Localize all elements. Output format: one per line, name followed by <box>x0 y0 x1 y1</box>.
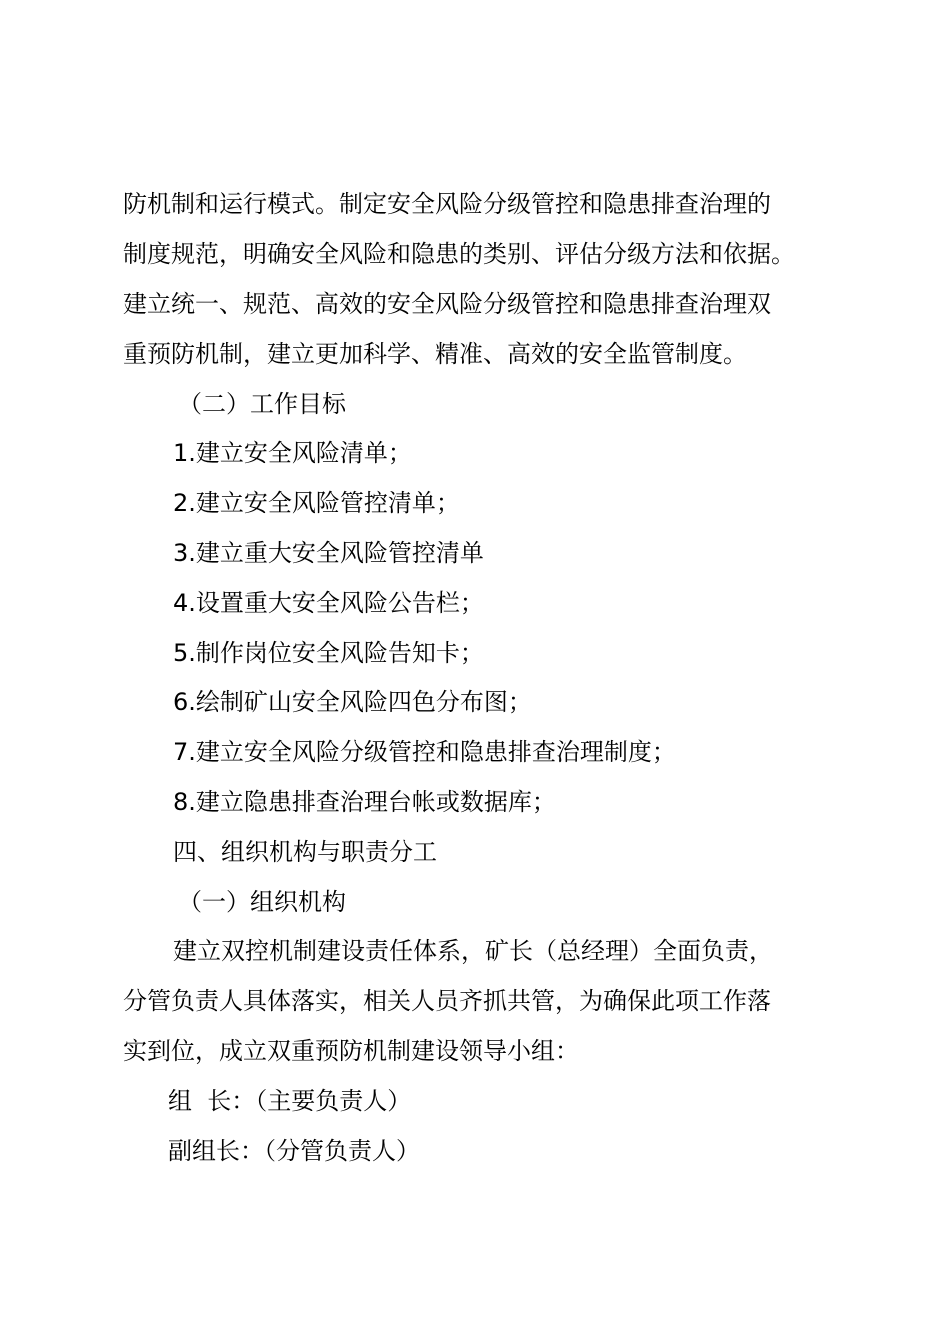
paragraph-1-line-3: 建立统一、规范、高效的安全风险分级管控和隐患排查治理双 <box>123 290 771 318</box>
goal-item-6: 6.绘制矿山安全风险四色分布图； <box>173 688 532 716</box>
goal-item-4: 4.设置重大安全风险公告栏； <box>173 589 484 617</box>
goal-item-8: 8.建立隐患排查治理台帐或数据库； <box>173 788 556 816</box>
goal-item-1: 1.建立安全风险清单； <box>173 439 412 467</box>
heading-work-goals: （二）工作目标 <box>178 390 346 418</box>
paragraph-1-line-4: 重预防机制，建立更加科学、精准、高效的安全监管制度。 <box>123 340 747 368</box>
paragraph-2-line-3: 实到位，成立双重预防机制建设领导小组： <box>123 1037 579 1065</box>
paragraph-1-line-1: 防机制和运行模式。制定安全风险分级管控和隐患排查治理的 <box>123 190 771 218</box>
subheading-org: （一）组织机构 <box>178 888 346 916</box>
goal-item-7: 7.建立安全风险分级管控和隐患排查治理制度； <box>173 738 676 766</box>
paragraph-1-line-2: 制度规范，明确安全风险和隐患的类别、评估分级方法和依据。 <box>123 240 795 268</box>
paragraph-2-line-1: 建立双控机制建设责任体系，矿长（总经理）全面负责， <box>173 937 773 965</box>
paragraph-2-line-2: 分管负责人具体落实，相关人员齐抓共管，为确保此项工作落 <box>123 987 771 1015</box>
goal-item-5: 5.制作岗位安全风险告知卡； <box>173 639 484 667</box>
goal-item-2: 2.建立安全风险管控清单； <box>173 489 460 517</box>
role-deputy-leader: 副组长：（分管负责人） <box>168 1137 420 1165</box>
goal-item-3: 3.建立重大安全风险管控清单 <box>173 539 484 567</box>
role-leader: 组 长：（主要负责人） <box>168 1087 412 1115</box>
section-4-heading: 四、组织机构与职责分工 <box>173 838 437 866</box>
